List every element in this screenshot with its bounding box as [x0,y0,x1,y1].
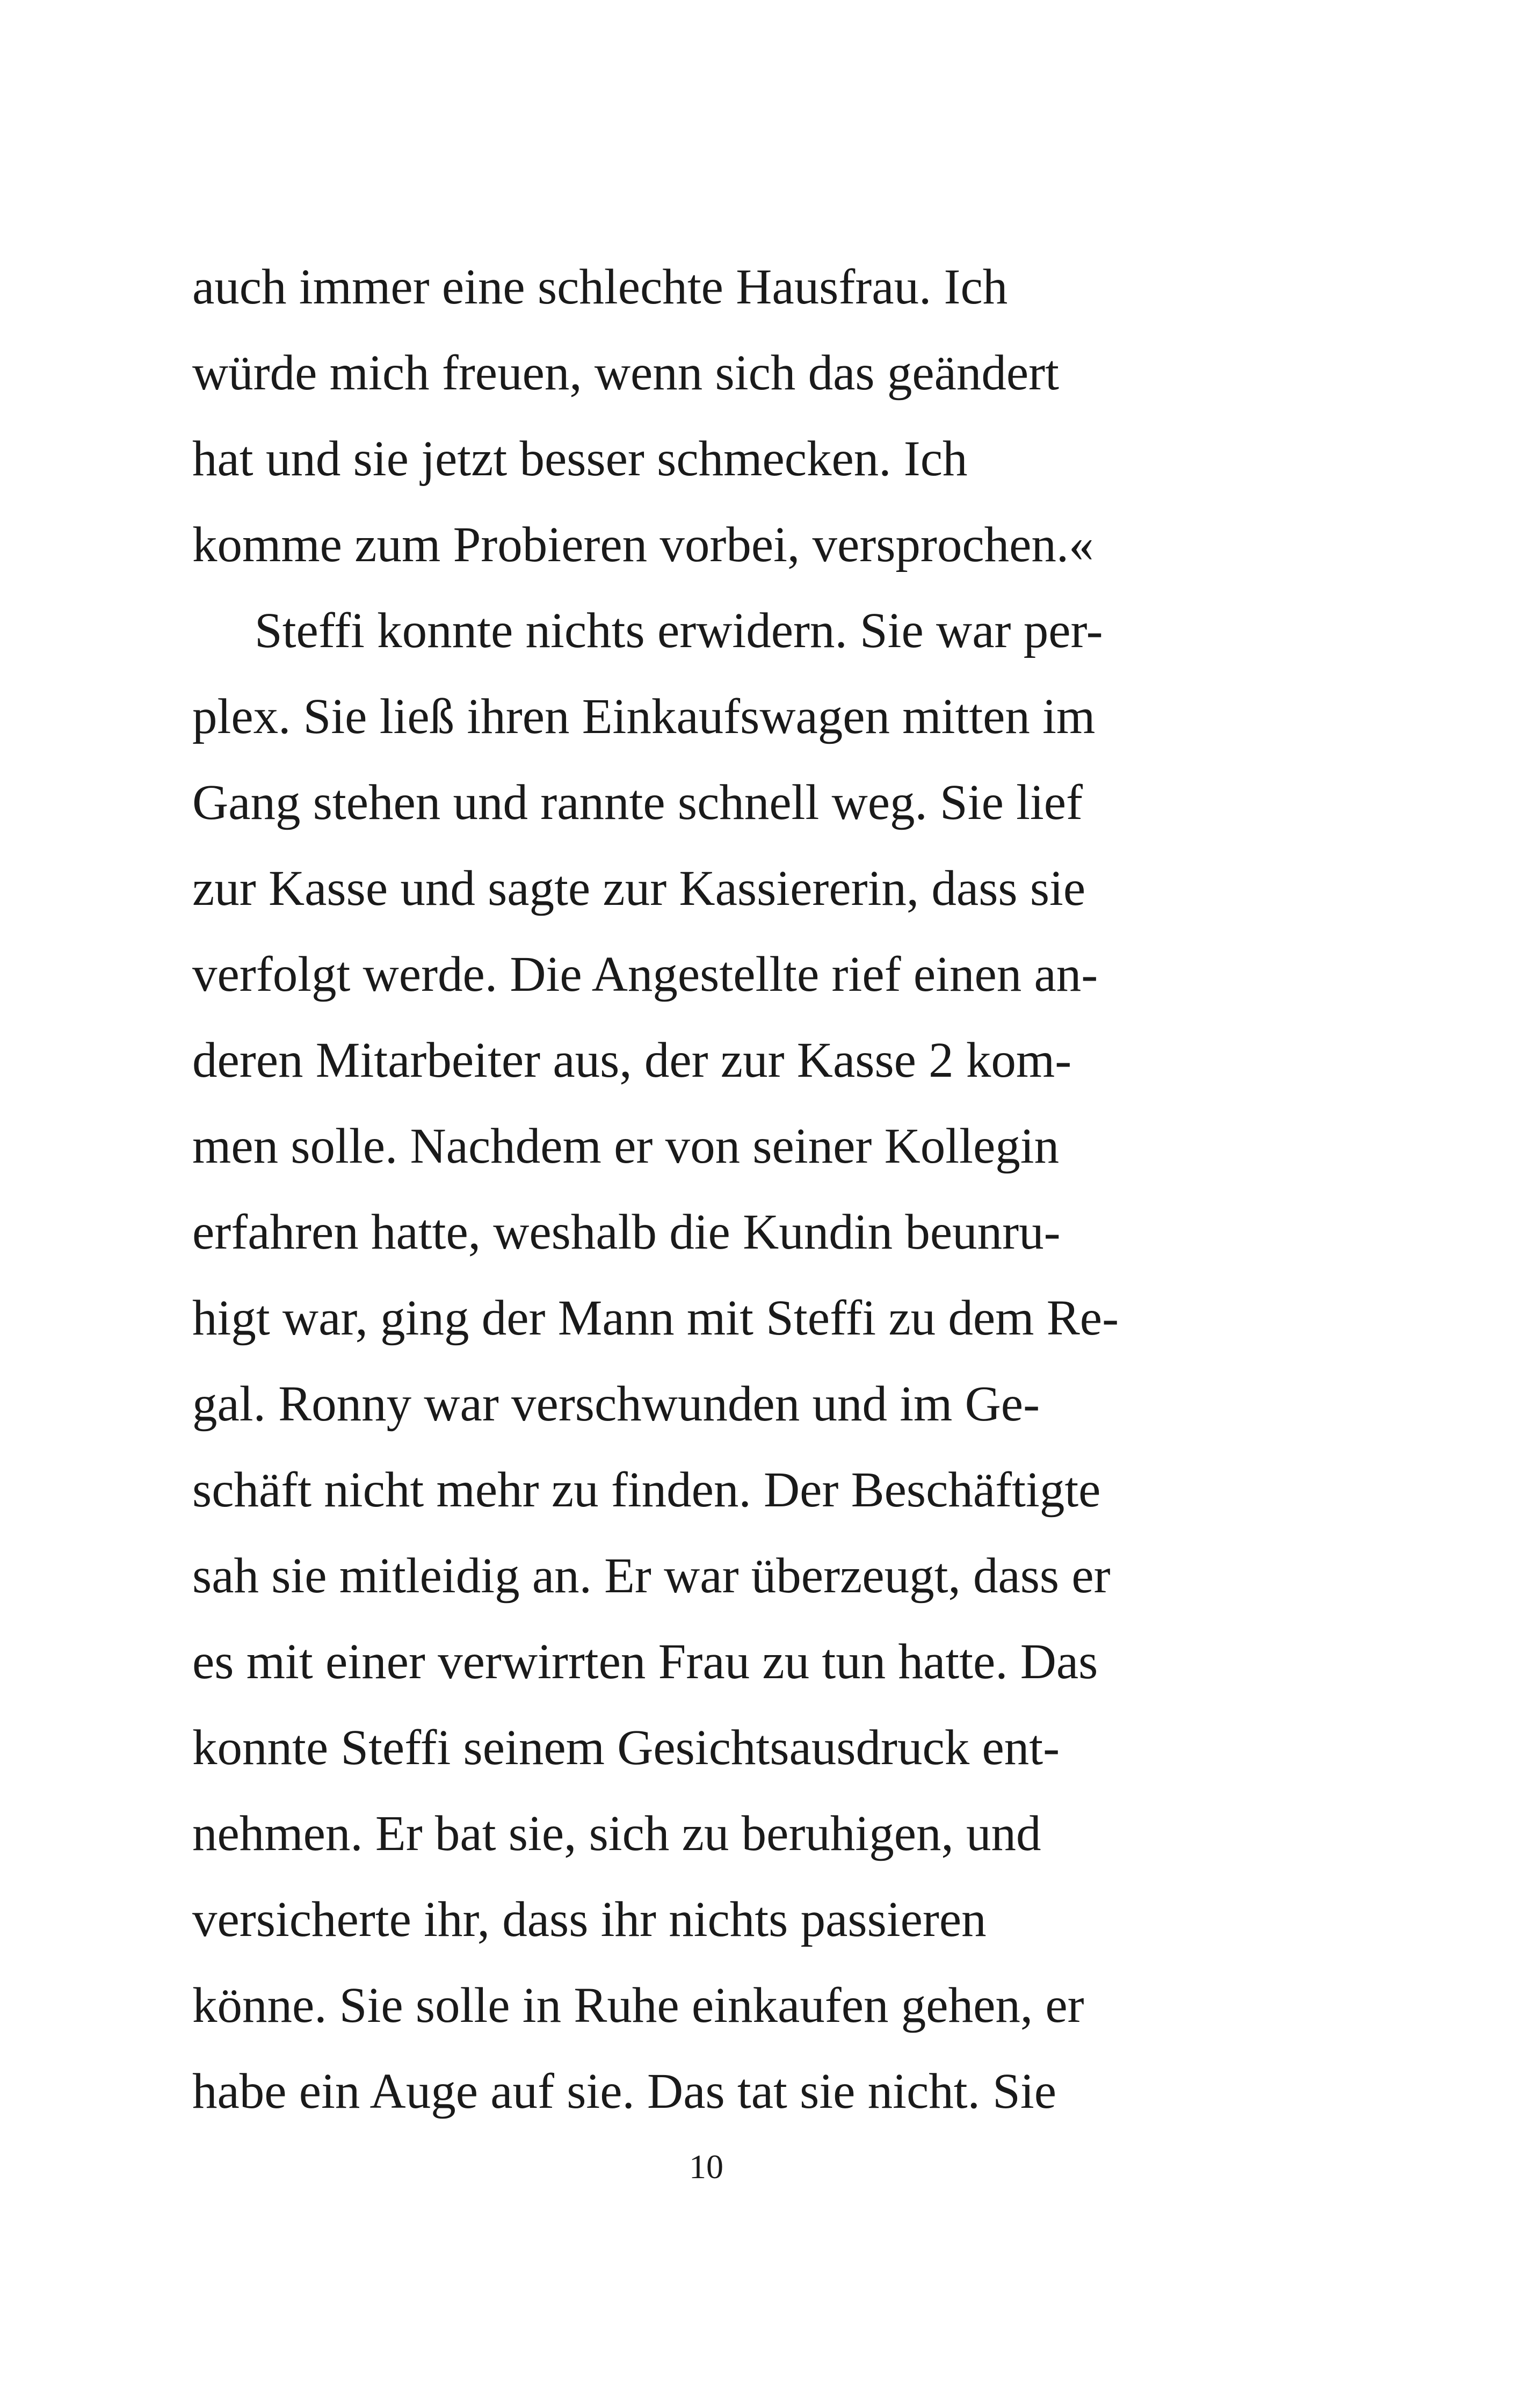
text-line: versicherte ihr, dass ihr nichts passieren [192,1892,987,1947]
text-line: deren Mitarbeiter aus, der zur Kasse 2 kom- [192,1033,1072,1088]
text-line: hat und sie jetzt besser schmecken. Ich [192,431,968,487]
text-line: zur Kasse und sagte zur Kassiererin, dass sie [192,861,1086,916]
text-line: komme zum Probieren vorbei, versprochen.« [192,517,1094,572]
text-line: schäft nicht mehr zu finden. Der Beschäftigte [192,1462,1101,1518]
text-line: nehmen. Er bat sie, sich zu beruhigen, und [192,1806,1041,1861]
text-line: es mit einer verwirrten Frau zu tun hatte. Das [192,1634,1098,1689]
text-line: plex. Sie ließ ihren Einkaufswagen mitten im [192,689,1096,744]
text-line: sah sie mitleidig an. Er war überzeugt, dass er [192,1548,1111,1604]
text-line: auch immer eine schlechte Hausfrau. Ich [192,259,1008,315]
text-line: habe ein Auge auf sie. Das tat sie nicht. Sie [192,2064,1056,2119]
page-number: 10 [689,2148,723,2186]
text-line: könne. Sie solle in Ruhe einkaufen gehen, er [192,1978,1084,2033]
text-line: men solle. Nachdem er von seiner Kollegin [192,1119,1060,1174]
text-line: gal. Ronny war verschwunden und im Ge- [192,1376,1040,1432]
text-line: konnte Steffi seinem Gesichtsausdruck ent- [192,1720,1060,1775]
text-line: higt war, ging der Mann mit Steffi zu dem Re- [192,1290,1119,1346]
text-line: erfahren hatte, weshalb die Kundin beunru- [192,1205,1061,1260]
text-line: verfolgt werde. Die Angestellte rief einen an- [192,947,1098,1002]
paragraph-first-line: Steffi konnte nichts erwidern. Sie war per- [255,603,1103,658]
text-line: würde mich freuen, wenn sich das geändert [192,345,1059,401]
text-line: Gang stehen und rannte schnell weg. Sie lief [192,775,1083,830]
